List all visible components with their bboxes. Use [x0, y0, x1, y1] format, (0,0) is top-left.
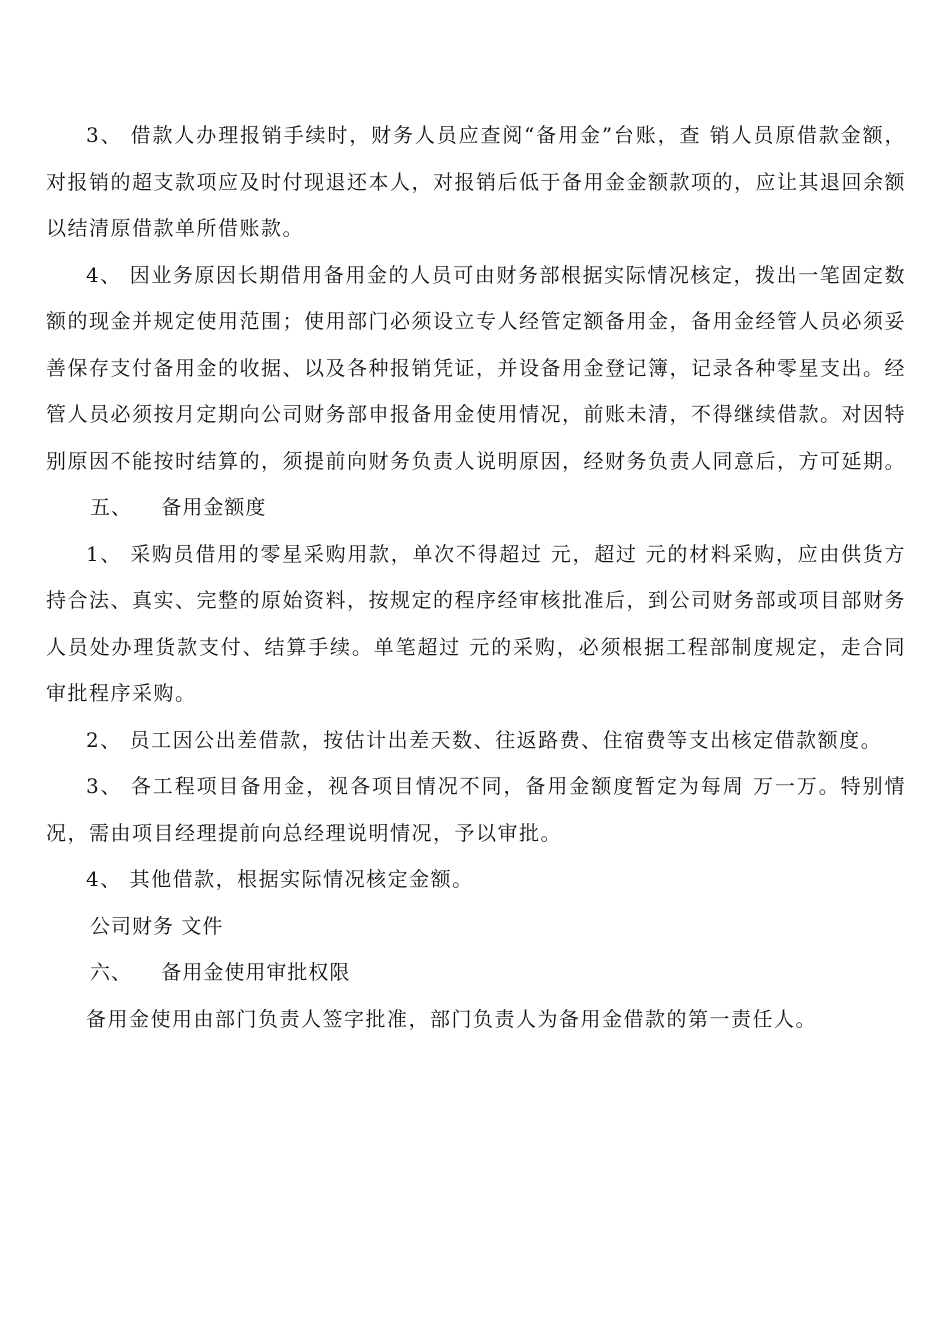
paragraph-5-1-purchasing: 1、 采购员借用的零星采购用款，单次不得超过 元，超过 元的材料采购，应由供货方持合法、真实、完整的原始资料，按规定的程序经审核批准后，到公司财务部或项目部财务人员处办理货款支付、结算手续。单笔超过 元的采购，必须根据工程部制度规定，走合同审批程序采购。: [46, 541, 906, 705]
paragraph-5-3-project: 3、 各工程项目备用金，视各项目情况不同，备用金额度暂定为每周 万一万。特别情况，需由项目经理提前向总经理说明情况，予以审批。: [46, 774, 906, 845]
paragraph-4-long-term-advance: 4、 因业务原因长期借用备用金的人员可由财务部根据实际情况核定，拨出一笔固定数额的现金并规定使用范围；使用部门必须设立专人经管定额备用金，备用金经管人员必须妥善保存支付备用金的收据、以及各种报销凭证，并设备用金登记簿，记录各种零星支出。经管人员必须按月定期向公司财务部申报备用金使用情况，前账未清，不得继续借款。对因特别原因不能按时结算的，须提前向财务负责人说明原因，经财务负责人同意后，方可延期。: [46, 262, 906, 473]
section-heading-6: 六、 备用金使用审批权限: [90, 960, 351, 984]
document-label: 公司财务 文件: [90, 913, 224, 938]
paragraph-6-approval: 备用金使用由部门负责人签字批准，部门负责人为备用金借款的第一责任人。: [86, 1006, 817, 1031]
paragraph-3-reimbursement: 3、 借款人办理报销手续时，财务人员应查阅“备用金”台账，查 销人员原借款金额，对报销的超支款项应及时付现退还本人，对报销后低于备用金金额款项的，应让其退回余额以结清原借款单所借账款。: [46, 123, 906, 240]
paragraph-5-4-other: 4、 其他借款，根据实际情况核定金额。: [86, 867, 474, 891]
section-heading-5: 五、 备用金额度: [90, 495, 267, 519]
paragraph-5-2-travel: 2、 员工因公出差借款，按估计出差天数、往返路费、住宿费等支出核定借款额度。: [86, 727, 883, 752]
document-body: [46, 112, 906, 1042]
